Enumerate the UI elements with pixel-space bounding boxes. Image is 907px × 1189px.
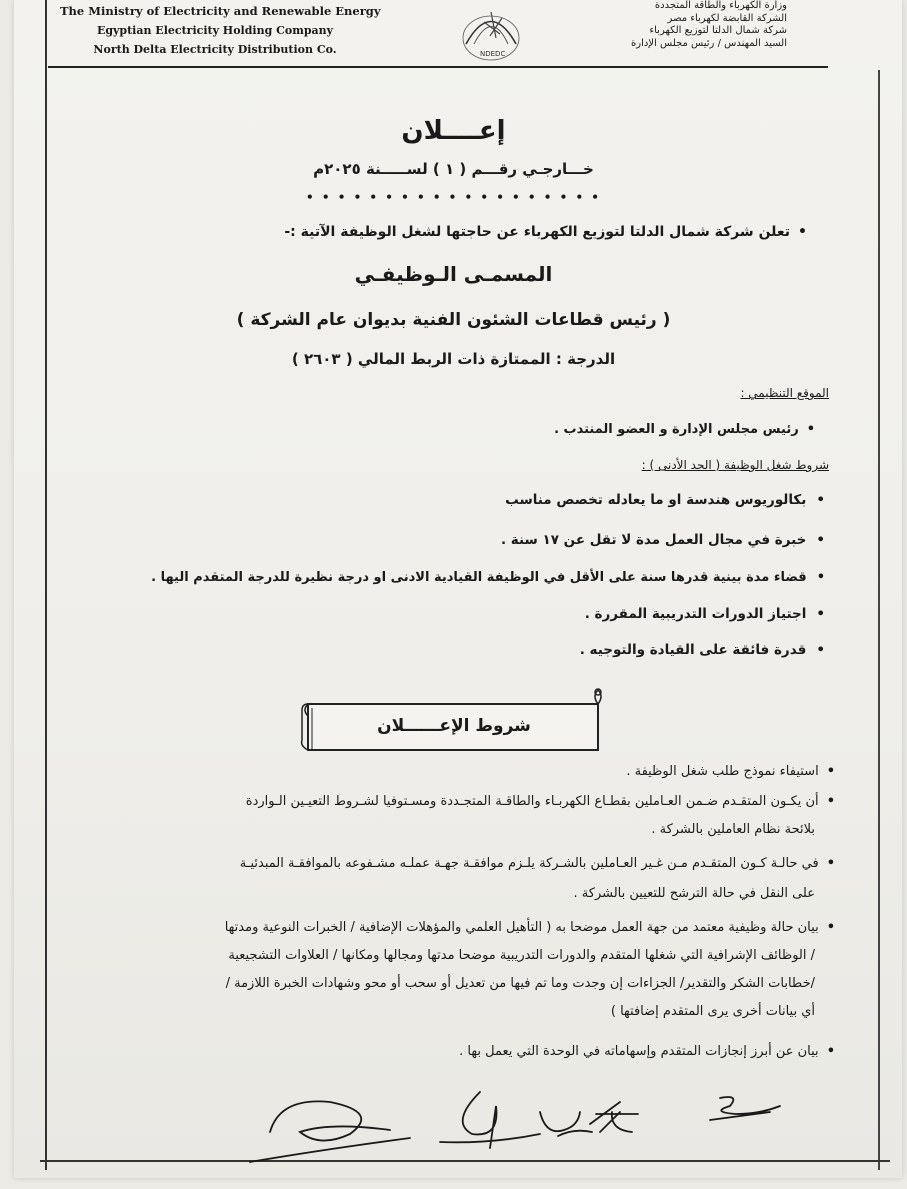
bullet: • — [826, 856, 835, 871]
logo-text: NDEDC — [480, 50, 506, 58]
handwritten-signatures-icon — [240, 1072, 800, 1172]
signature-1 — [270, 1101, 390, 1140]
bullet: • — [798, 224, 807, 240]
requirement-item — [585, 606, 825, 622]
bullet: • — [826, 764, 835, 779]
addressee-ar: السيد المهندس / رئيس مجلس الإدارة — [631, 37, 787, 49]
ad-condition-continuation: أي بيانات أخرى يرى المتقدم إضافتها ) — [610, 1004, 815, 1019]
bullet: • — [806, 422, 815, 437]
bullet: • — [826, 794, 835, 809]
signature-3 — [540, 1112, 592, 1136]
english-letterhead — [60, 2, 381, 59]
requirements-label: شروط شغل الوظيفة ( الحد الأدنى ) : — [641, 458, 829, 472]
ad-condition-text: بيان حالة وظيفية معتمد من جهة العمل موضحا به ( التأهيل العلمي والمؤهلات الإضافية / الخبرات النوعية ومدتها — [224, 920, 819, 935]
requirement-item — [151, 570, 825, 585]
holding-company-ar: الشركة القابضة لكهرباء مصر — [667, 12, 787, 24]
intro-line — [284, 224, 807, 240]
org-position-label: الموقع التنظيمي : — [740, 386, 829, 400]
ad-condition-text: بيان عن أبرز إنجازات المتقدم وإسهاماته في الوحدة التي يعمل بها . — [459, 1044, 819, 1059]
ad-condition-continuation: / الوظائف الإشرافية التي شغلها المتقدم والدورات التدريبية موضحا مدتها ومجالها ومكانها / العلاوات التشجيعية — [228, 948, 815, 963]
bullet: • — [826, 1044, 835, 1059]
distribution-company-en: North Delta Electricity Distribution Co. — [93, 43, 337, 56]
arabic-letterhead — [597, 0, 787, 50]
distribution-company-ar: شركة شمال الدلتا لتوزيع الكهرباء — [649, 25, 787, 36]
ad-condition-continuation: بلائحة نظام العاملين بالشركة . — [651, 822, 815, 837]
announcement-number: خـــارجـي رقـــم ( ١ ) لســـــنة ٢٠٢٥م — [313, 160, 594, 178]
bullet: • — [816, 532, 825, 548]
requirement-item — [580, 642, 825, 658]
company-logo-icon — [436, 4, 546, 64]
org-position-item — [554, 422, 815, 437]
bullet: • — [816, 606, 825, 622]
requirement-item — [505, 492, 825, 508]
announcement-title: إعــــلان — [401, 116, 506, 146]
requirement-text: اجتياز الدورات التدريبية المقررة . — [584, 606, 807, 622]
ad-conditions-heading: شروط الإعــــــلان — [377, 716, 531, 736]
ministry-name-ar: وزارة الكهرباء والطاقة المتجددة — [654, 0, 787, 11]
signature-2 — [440, 1092, 540, 1148]
ad-condition-item — [246, 794, 835, 809]
signature-5 — [710, 1097, 780, 1120]
bullet: • — [826, 920, 835, 935]
ad-condition-item — [459, 1044, 835, 1059]
requirement-item — [501, 532, 825, 548]
right-margin-line — [878, 70, 880, 1170]
bullet: • — [816, 492, 825, 508]
header-rule — [48, 66, 828, 68]
ad-condition-item — [240, 856, 835, 871]
bullet: • — [816, 642, 825, 658]
ad-condition-item — [225, 920, 835, 935]
job-grade: الدرجة : الممتازة ذات الربط المالي ( ٢٦٠٣ ) — [291, 350, 616, 368]
intro-text: تعلن شركة شمال الدلتا لتوزيع الكهرباء عن حاجتها لشغل الوظيفة الآتية :- — [284, 224, 791, 240]
requirement-text: قدرة فائقة على القيادة والتوجيه . — [579, 642, 807, 658]
ad-condition-continuation: /خطابات الشكر والتقدير/ الجزاءات إن وجدت وما تم فيها من تعديل أو سحب أو محو وشهادات الخبرة اللازمة / — [225, 976, 815, 991]
requirement-text: بكالوريوس هندسة او ما يعادله تخصص مناسب — [505, 492, 807, 508]
bullet: • — [816, 570, 825, 585]
ad-condition-text: استيفاء نموذج طلب شغل الوظيفة . — [626, 764, 819, 779]
job-heading: المسمـى الـوظيفـي — [354, 262, 553, 286]
requirement-text: قضاء مدة بينية قدرها سنة على الأقل في الوظيفة القيادية الادنى او درجة نظيرة للدرجة المتقدم اليها . — [151, 570, 807, 585]
org-position-text: رئيس مجلس الإدارة و العضو المنتدب . — [554, 422, 799, 437]
requirement-text: خبرة في مجال العمل مدة لا تقل عن ١٧ سنة . — [500, 532, 807, 548]
separator-dots: • • • • • • • • • • • • • • • • • • • — [306, 190, 601, 204]
holding-company-en: Egyptian Electricity Holding Company — [96, 24, 334, 37]
ad-condition-continuation: على النقل في حالة الترشح للتعيين بالشركة . — [573, 886, 815, 901]
ad-condition-text: أن يكـون المتقـدم ضـمن العـاملين بقطـاع الكهربـاء والطاقـة المتجـددة ومسـتوفيا لشـروط التعيـين الـواردة — [245, 794, 819, 809]
ad-condition-text: في حالـة كـون المتقـدم مـن غـير العـاملين بالشـركة يلـزم موافقـة جهـة عملـه مشـفوعه بالموافقـة المبدئيـة — [239, 856, 819, 871]
ministry-name-en: The Ministry of Electricity and Renewable Energy — [60, 4, 381, 18]
signature-1-underline — [250, 1138, 410, 1162]
job-title: ( رئيس قطاعات الشئون الفنية بديوان عام الشركة ) — [236, 310, 671, 330]
ad-condition-item — [626, 764, 835, 779]
signature-4 — [590, 1102, 638, 1132]
